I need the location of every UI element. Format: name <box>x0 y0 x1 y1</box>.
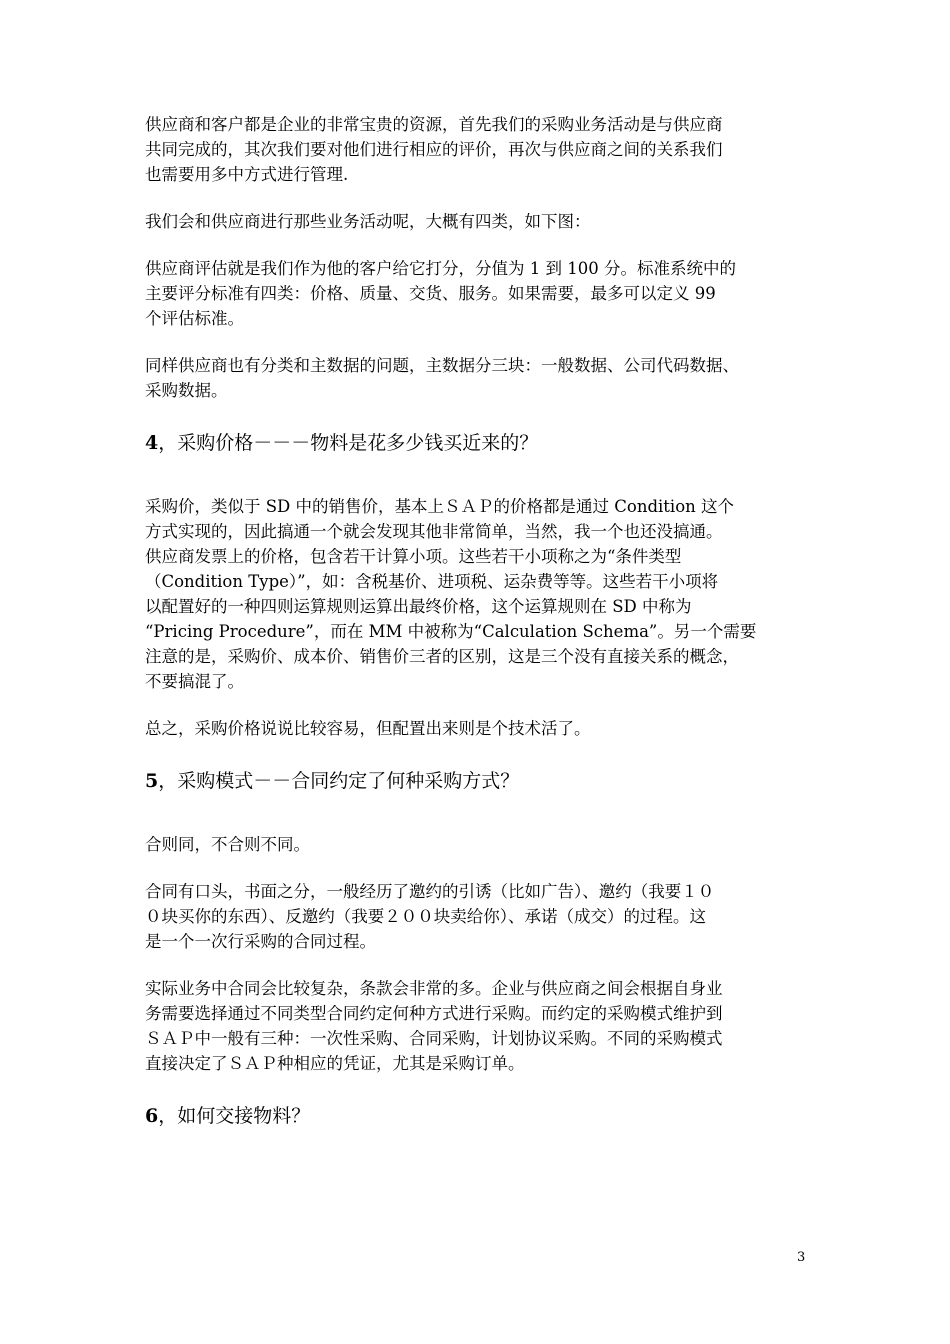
paragraph-price-summary: 总之，采购价格说说比较容易，但配置出来则是个技术活了。 <box>145 719 591 738</box>
paragraph-supplier-master-data: 同样供应商也有分类和主数据的问题，主数据分三块：一般数据、公司代码数据、 采购数据。 <box>145 356 739 400</box>
section-title-5: ，采购模式－－合同约定了何种采购方式？ <box>158 770 520 792</box>
section-number-5: 5 <box>145 770 159 792</box>
section-title-6: ，如何交接物料？ <box>158 1105 311 1127</box>
section-heading-5 <box>145 767 813 795</box>
section-number-6: 6 <box>145 1105 159 1127</box>
paragraph-supplier-activities: 我们会和供应商进行那些业务活动呢，大概有四类，如下图： <box>145 212 591 231</box>
section-heading-4 <box>145 429 813 457</box>
paragraph-contract-process: 合同有口头，书面之分，一般经历了邀约的引诱（比如广告）、邀约（我要１０ ０块买你的东西）、反邀约（我要２００块卖给你）、承诺（成交）的过程。这 是一个一次行采购的合同过程。 <box>145 882 715 951</box>
section-heading-6 <box>145 1102 813 1130</box>
document-body <box>145 112 813 1167</box>
paragraph-supplier-evaluation: 供应商评估就是我们作为他的客户给它打分，分值为 1 到 100 分。标准系统中的 主要评分标准有四类：价格、质量、交货、服务。如果需要，最多可以定义 99 个评估标准。 <box>145 259 736 328</box>
page-number: 3 <box>797 1250 806 1265</box>
section-number-4: 4 <box>145 432 159 454</box>
paragraph-contract-motto: 合则同，不合则不同。 <box>145 835 310 854</box>
paragraph-purchase-price: 采购价，类似于 SD 中的销售价，基本上ＳＡＰ的价格都是通过 Condition 这个 方式实现的，因此搞通一个就会发现其他非常简单，当然，我一个也还没搞通。 供应商发票上的价格，包含若干计算小项。这些若干小项称之为“条件类型 （Condition Type）”，如：含税基价、进项税、运杂费等等。这些若干小项将 以配置好的一种四则运算规则运算出最终价格，这个运算规则在 SD 中称为 “Pricing Procedure”，而在 MM 中被称为“Calculation Schema”。另一个需要 注意的是，采购价、成本价、销售价三者的区别，这是三个没有直接关系的概念， 不要搞混了。 <box>145 497 757 691</box>
paragraph-procurement-modes: 实际业务中合同会比较复杂，条款会非常的多。企业与供应商之间会根据自身业 务需要选择通过不同类型合同约定何种方式进行采购。而约定的采购模式维护到 ＳＡＰ中一般有三种：一次性采购、合同采购，计划协议采购。不同的采购模式 直接决定了ＳＡＰ种相应的凭证，尤其是采购订单。 <box>145 979 723 1073</box>
paragraph-supplier-intro: 供应商和客户都是企业的非常宝贵的资源，首先我们的采购业务活动是与供应商 共同完成的，其次我们要对他们进行相应的评价，再次与供应商之间的关系我们 也需要用多中方式进行管理. <box>145 115 723 184</box>
section-title-4: ，采购价格－－－物料是花多少钱买近来的？ <box>158 432 539 454</box>
